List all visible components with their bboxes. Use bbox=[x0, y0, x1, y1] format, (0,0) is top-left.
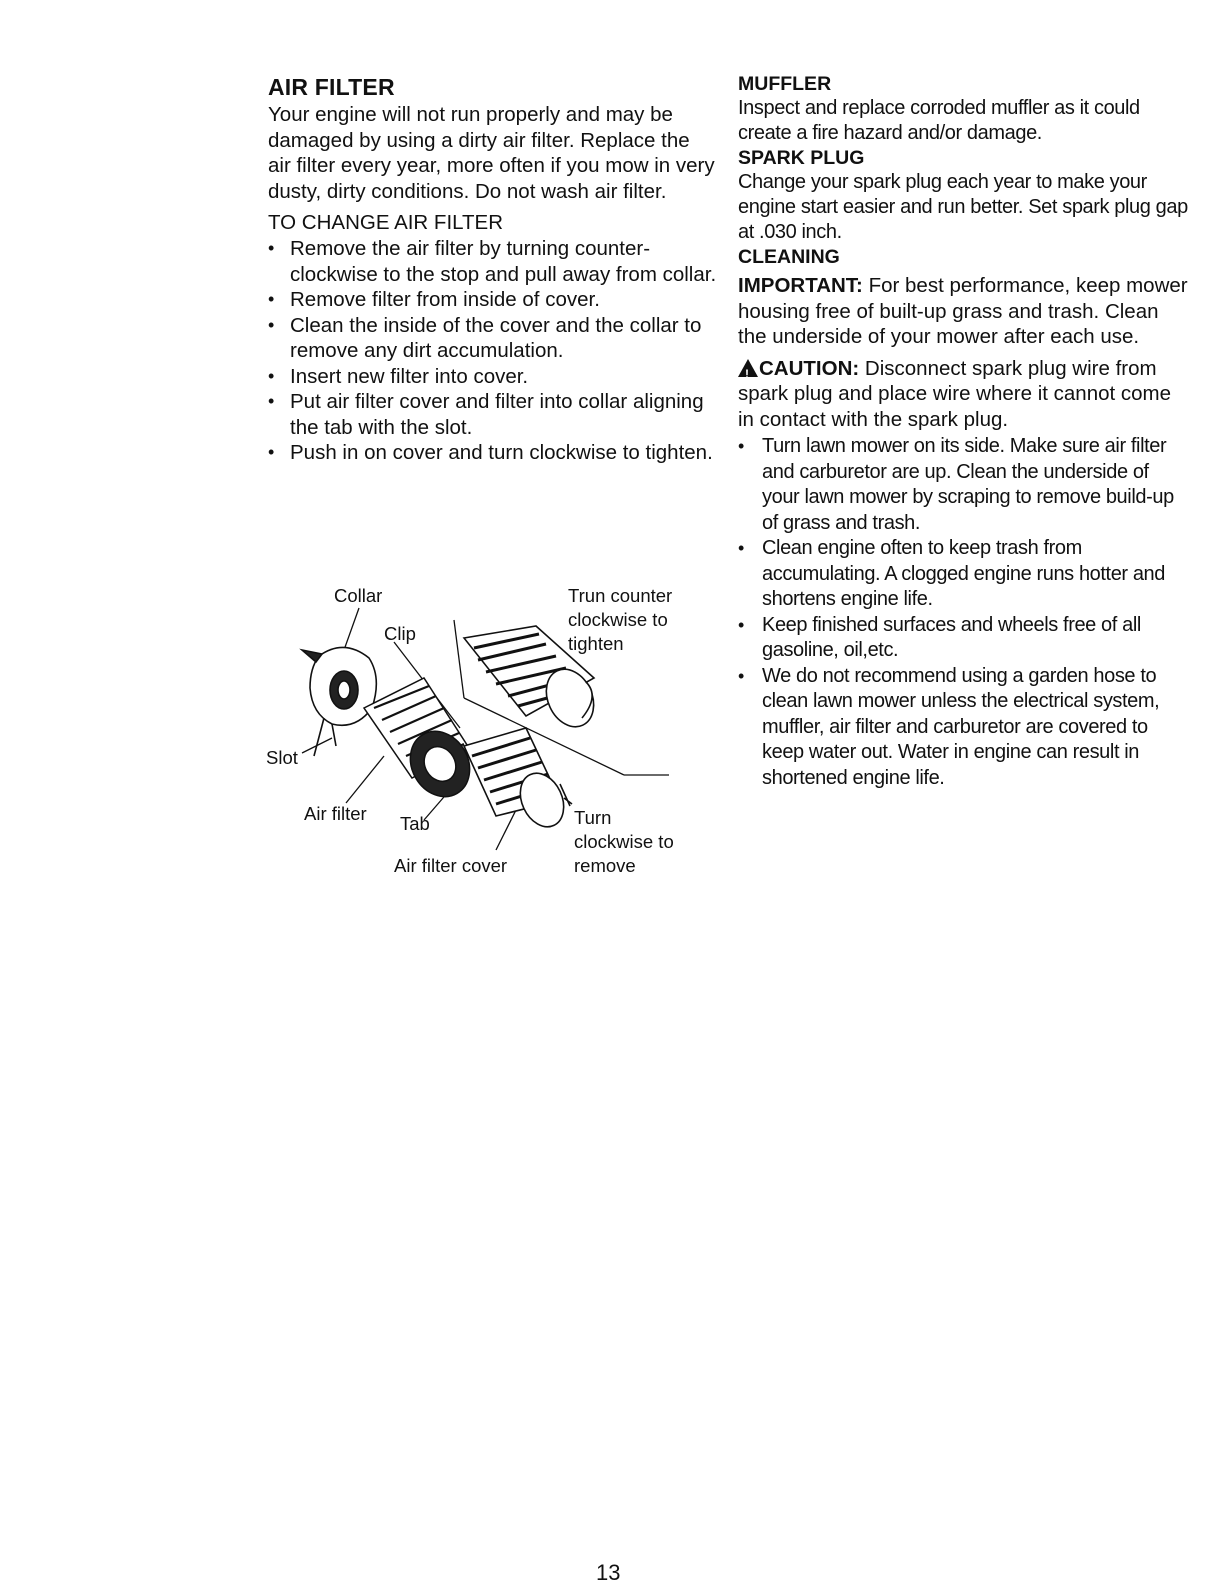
collar-label: Collar bbox=[334, 585, 383, 606]
air-filter-cover-label: Air filter cover bbox=[394, 855, 508, 876]
air-filter-diagram bbox=[264, 578, 724, 888]
cover-top-leader-line bbox=[454, 620, 464, 698]
slot-label: Slot bbox=[266, 747, 298, 768]
collar-part bbox=[302, 647, 376, 756]
list-item: • Put air filter cover and filter into collar aligning the tab with the slot. bbox=[268, 389, 718, 440]
list-item: • Turn lawn mower on its side. Make sure air filter and carburetor are up. Clean the underside of your lawn mower by scraping to remove build-up of grass and trash. bbox=[738, 434, 1188, 536]
air-filter-steps bbox=[268, 236, 718, 466]
list-item: • Remove the air filter by turning counter-clockwise to the stop and pull away from collar. bbox=[268, 236, 718, 287]
tab-label: Tab bbox=[400, 813, 430, 834]
important-note bbox=[738, 273, 1188, 350]
list-item: • Clean the inside of the cover and the collar to remove any dirt accumulation. bbox=[268, 313, 718, 364]
change-air-filter-subheading: TO CHANGE AIR FILTER bbox=[268, 211, 504, 234]
caution-note bbox=[738, 356, 1188, 433]
air-filter-label: Air filter bbox=[304, 803, 367, 824]
important-text: For best performance, keep mower housing free of built-up grass and trash. Clean the underside of your mower after each use. bbox=[738, 274, 1188, 348]
air-filter-section bbox=[268, 72, 718, 466]
clip-label: Clip bbox=[384, 623, 416, 644]
cleaning-heading: CLEANING bbox=[738, 246, 840, 268]
air-filter-heading: AIR FILTER bbox=[268, 74, 395, 100]
warning-triangle-icon bbox=[738, 359, 758, 377]
caution-label: CAUTION: bbox=[759, 356, 860, 380]
maintenance-section bbox=[738, 72, 1188, 791]
air-filter-intro: Your engine will not run properly and may be damaged by using a dirty air filter. Replace the air filter every year, more often if you mow in very dusty, dirty conditions. Do not wash air filter. bbox=[268, 103, 715, 203]
list-item: • We do not recommend using a garden hose to clean lawn mower unless the electrical system, muffler, air filter and carburetor are covered to keep water out. Water in engine can result in shortened engine life. bbox=[738, 664, 1188, 792]
list-item: • Push in on cover and turn clockwise to tighten. bbox=[268, 440, 718, 466]
cover-remove-part bbox=[464, 728, 572, 834]
turn-cw-label: Turn clockwise to remove bbox=[574, 807, 674, 876]
caution-text: Disconnect spark plug wire from spark plug and place wire where it cannot come in contact with the spark plug. bbox=[738, 356, 1172, 431]
list-item: • Clean engine often to keep trash from accumulating. A clogged engine runs hotter and shortens engine life. bbox=[738, 536, 1188, 613]
cleaning-steps bbox=[738, 434, 1188, 791]
spark-plug-text: Change your spark plug each year to make your engine start easier and run better. Set spark plug gap at .030 inch. bbox=[738, 171, 1188, 243]
list-item: • Remove filter from inside of cover. bbox=[268, 287, 718, 313]
turn-ccw-label: Trun counter clockwise to tighten bbox=[568, 585, 673, 654]
muffler-text: Inspect and replace corroded muffler as it could create a fire hazard and/or damage. bbox=[738, 97, 1140, 144]
page-number: 13 bbox=[596, 1560, 621, 1585]
spark-plug-heading: SPARK PLUG bbox=[738, 147, 865, 169]
air-filter-leader-line bbox=[346, 756, 384, 803]
important-label: IMPORTANT: bbox=[738, 274, 863, 297]
list-item: • Insert new filter into cover. bbox=[268, 364, 718, 390]
list-item: • Keep finished surfaces and wheels free of all gasoline, oil,etc. bbox=[738, 613, 1188, 664]
muffler-heading: MUFFLER bbox=[738, 73, 832, 95]
